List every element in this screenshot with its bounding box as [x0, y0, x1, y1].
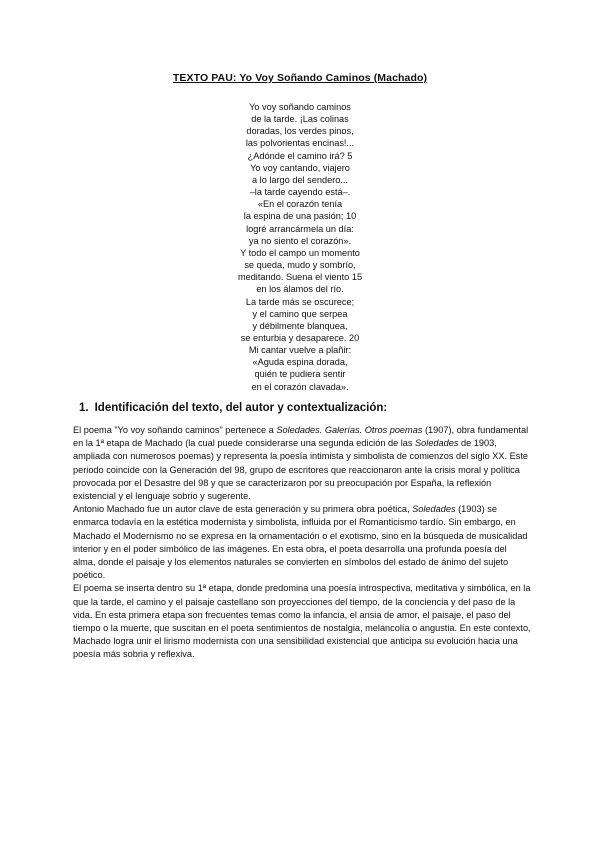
poem-line: Yo voy cantando, viajero — [250, 162, 350, 173]
poem-line: la espina de una pasión; 10 — [243, 211, 357, 222]
poem-line: a lo largo del sendero... — [251, 174, 349, 185]
section-heading — [79, 402, 387, 414]
poem-line: de la tarde. ¡Las colinas — [251, 114, 349, 125]
poem-line: doradas, los verdes pinos, — [246, 126, 354, 137]
poem-line: ¿Adónde el camino irá? 5 — [247, 150, 353, 161]
poem-line: logré arrancármela un día: — [246, 223, 354, 234]
paragraph-text: de 1903, ampliada con numerosos poemas) y representa la poesía intimista y simbolista de comienzos del siglo XX. Este periodo coincide con la Generación del 98, grupo de escritores que reaccionaron ante la crisis moral y política provocada por el Desastre del 98 y que se caracterizaron por su preocupación por España, la reflexión existencial y el lenguaje sobrio y sugerente. — [73, 438, 529, 502]
paragraph-1 — [73, 424, 531, 503]
poem-block — [0, 101, 600, 393]
poem-line: y débilmente blanquea, — [252, 320, 348, 331]
book-title: Soledades — [415, 438, 459, 449]
paragraph-text: El poema "Yo voy soñando caminos" pertenece a — [73, 425, 277, 435]
poem-line: –la tarde cayendo está–. — [249, 187, 351, 198]
book-title: Soledades. Galerías. Otros poemas — [276, 425, 423, 435]
poem-line: ya no siento el corazón». — [248, 235, 352, 246]
paragraph-text: (1903) se enmarca todavía en la estética modernista y simbolista, influida por el Romanticismo tardío. Sin embargo, en Machado el Modernismo no se expresa en la ornamentación o el exotismo, sino en la búsqueda de musicalidad interior y en el poder simbólico de las imágenes. En esta obra, el poeta desarrolla una profunda poesía del alma, donde el paisaje y los elementos naturales se convierten en símbolos del estado de ánimo del sujeto poético. — [73, 504, 528, 581]
poem-line: Y todo el campo un momento — [240, 247, 360, 258]
poem-line: en el corazón clavada». — [251, 381, 349, 392]
poem-line: Yo voy soñando caminos — [249, 102, 351, 112]
paragraph-3: El poema se inserta dentro su 1ª etapa, donde predomina una poesía introspectiva, meditativa y simbólica, en la que la tarde, el camino y el paisaje castellano son proyecciones del tiempo, de la conciencia y del paso de la vida. En esta primera etapa son frecuentes temas como la infancia, el ansia de amor, el paisaje, el paso del tiempo o la muerte, que suscitan en el poeta sentimientos de nostalgia, melancolía o angustia. En este contexto, Machado logra unir el lirismo modernista con una sensibilidad existencial que anticipa su evolución hacia una poesía más sobria y reflexiva. — [73, 583, 531, 660]
poem-line: y el camino que serpea — [252, 308, 348, 319]
document-title: TEXTO PAU: Yo Voy Soñando Caminos (Machado) — [172, 72, 428, 84]
book-title: Soledades — [412, 504, 456, 515]
poem-line: «Aguda espina dorada, — [252, 357, 348, 368]
poem-line: se enturbia y desaparece. 20 — [240, 332, 360, 343]
poem-line: en los álamos del río. — [256, 284, 344, 295]
paragraph-text: Antonio Machado fue un autor clave de esta generación y su primera obra poética, — [73, 504, 413, 515]
poem-line: quién te pudiera sentir — [254, 369, 346, 380]
poem-line: Mi cantar vuelve a plañir: — [248, 345, 352, 356]
poem-line: La tarde más se oscurece; — [245, 296, 355, 307]
body-text — [73, 424, 531, 662]
section-heading-text: Identificación del texto, del autor y contextualización: — [94, 402, 388, 414]
paragraph-2 — [73, 503, 531, 582]
poem-line: meditando. Suena el viento 15 — [237, 272, 363, 283]
section-number: 1. — [79, 402, 89, 414]
paragraph-text: (1907), obra fundamental en la 1ª etapa de Machado (la cual puede considerarse una segunda edición de las — [73, 425, 529, 449]
poem-line: se queda, mudo y sombrío, — [244, 260, 356, 271]
poem-line: «En el corazón tenía — [257, 199, 343, 210]
poem-line: las polvorientas encinas!... — [245, 138, 355, 149]
